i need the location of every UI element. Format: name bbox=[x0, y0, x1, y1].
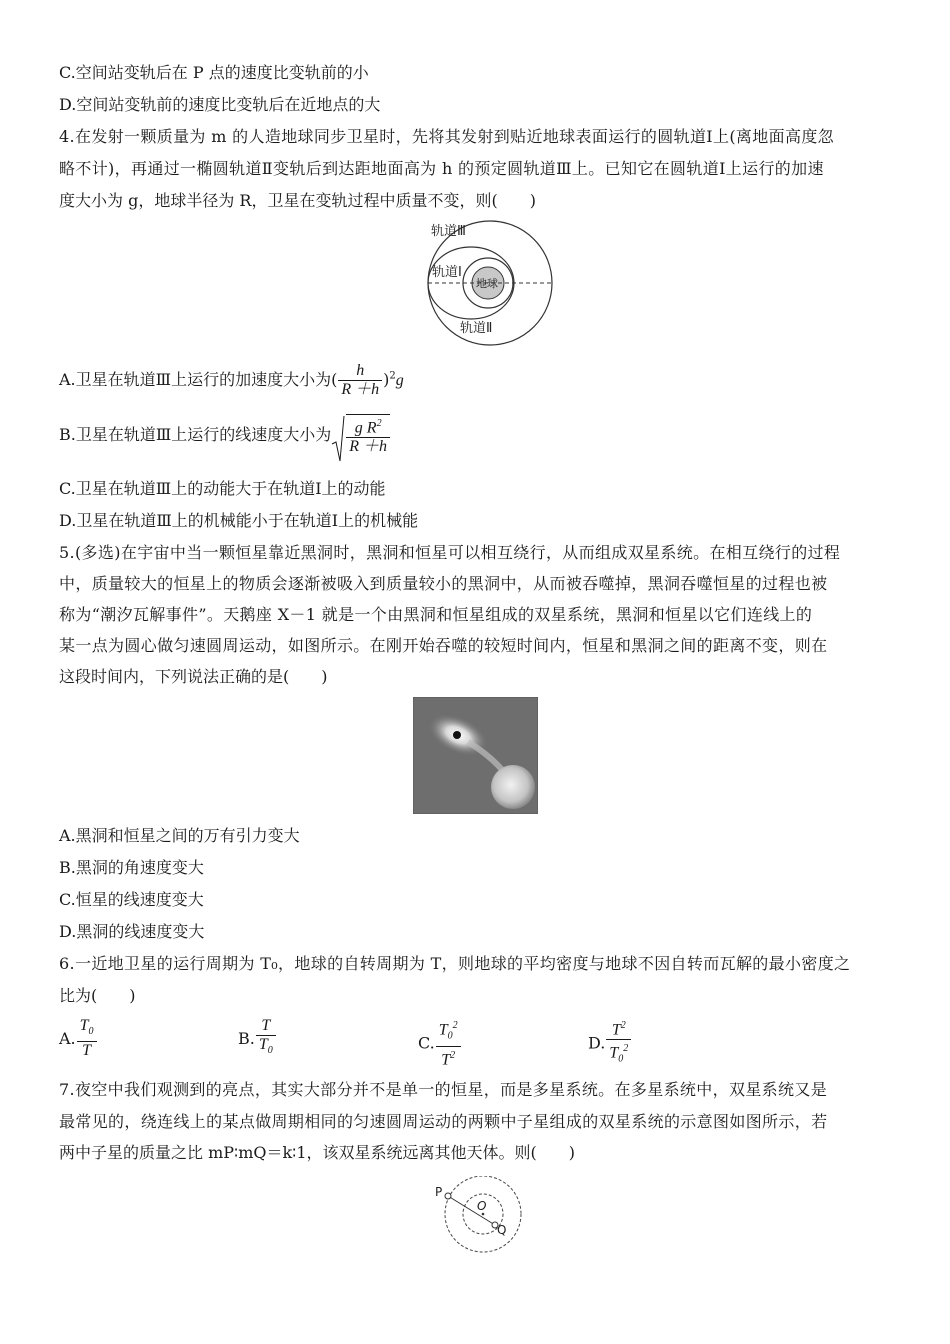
q6-stem-line2: 比为( ) bbox=[59, 986, 136, 1005]
q6-stem-line1: 6.一近地卫星的运行周期为 T₀，地球的自转周期为 T，则地球的平均密度与地球不因自转而瓦解的最小密度之 bbox=[59, 954, 851, 973]
q5-stem-line4: 某一点为圆心做匀速圆周运动，如图所示。在刚开始吞噬的较短时间内，恒星和黑洞之间的距离不变，则在 bbox=[59, 636, 828, 655]
q6-option-a-numerator bbox=[77, 1017, 97, 1041]
q5-option-d: D.黑洞的线速度变大 bbox=[59, 922, 205, 941]
q3-option-d: D.空间站变轨前的速度比变轨后在近地点的大 bbox=[59, 95, 381, 114]
star-p bbox=[445, 1193, 451, 1199]
q6-option-d-fraction bbox=[606, 1017, 631, 1069]
q6-option-a bbox=[59, 1017, 98, 1060]
q6-c-num-base: T bbox=[438, 1021, 448, 1039]
q5-stem-line1: 5.(多选)在宇宙中当一颗恒星靠近黑洞时，黑洞和恒星可以相互绕行，从而组成双星系统。在相互绕行的过程 bbox=[59, 543, 841, 562]
q6-option-c bbox=[418, 1017, 462, 1069]
q4-stem-line2: 略不计)，再通过一椭圆轨道Ⅱ变轨后到达距地面高为 h 的预定圆轨道Ⅲ上。已知它在圆轨道Ⅰ上运行的加速 bbox=[59, 159, 824, 178]
q6-d-num-base: T bbox=[611, 1021, 621, 1039]
q7-binary-star-diagram bbox=[425, 1176, 535, 1258]
q5-stem-line5: 这段时间内，下列说法正确的是( ) bbox=[59, 667, 328, 686]
q4-option-a: A.卫星在轨道Ⅲ上运行的加速度大小为( $\frac{h}{R +h}$ )$^2$g bbox=[59, 362, 404, 398]
q6-option-b-numerator: T bbox=[261, 1017, 271, 1034]
q4-option-b-sqrt bbox=[331, 414, 391, 456]
q6-option-b bbox=[238, 1017, 277, 1060]
q6-c-num-sub: 0 bbox=[447, 1030, 453, 1042]
q6-option-c-denominator bbox=[436, 1046, 461, 1069]
q4-option-b-numerator bbox=[346, 415, 390, 437]
q6-c-den-base: T bbox=[441, 1050, 451, 1068]
q4-option-b-num-exp: 2 bbox=[376, 418, 382, 429]
q4-option-a-var: g bbox=[395, 372, 404, 389]
companion-star bbox=[491, 765, 535, 809]
connecting-line bbox=[448, 1196, 495, 1225]
orbit-2-label: 轨道Ⅱ bbox=[460, 321, 493, 336]
q6-a-num-base: T bbox=[79, 1017, 89, 1034]
q6-option-c-label: C. bbox=[418, 1033, 435, 1053]
q5-black-hole-image bbox=[413, 697, 538, 814]
q7-stem-line1: 7.夜空中我们观测到的亮点，其实大部分并不是单一的恒星，而是多星系统。在多星系统中，双星系统又是 bbox=[59, 1080, 828, 1099]
orbit-1-label: 轨道Ⅰ bbox=[432, 265, 462, 280]
q6-option-c-numerator bbox=[436, 1017, 461, 1046]
q3-option-c: C.空间站变轨后在 P 点的速度比变轨前的小 bbox=[59, 63, 369, 82]
q4-stem-line3: 度大小为 g，地球半径为 R，卫星在变轨过程中质量不变，则( ) bbox=[59, 191, 536, 210]
earth-label: 地球 bbox=[476, 277, 498, 290]
q4-orbit-diagram bbox=[400, 218, 570, 348]
q6-c-den-sup: 2 bbox=[450, 1049, 456, 1061]
q4-option-a-exponent: 2 bbox=[389, 370, 396, 382]
center-o bbox=[482, 1213, 485, 1216]
q7-stem-line2: 最常见的，绕连线上的某点做周期相同的匀速圆周运动的两颗中子星组成的双星系统的示意图如图所示，若 bbox=[59, 1112, 828, 1131]
orbit-3-label: 轨道Ⅲ bbox=[431, 224, 466, 239]
q4-option-a-denominator: R ＋h bbox=[338, 380, 382, 399]
q6-c-num-sup: 2 bbox=[452, 1020, 458, 1031]
q6-b-den-base: T bbox=[258, 1036, 268, 1053]
q4-option-a-numerator: h bbox=[356, 362, 365, 379]
black-hole bbox=[453, 731, 461, 739]
q6-option-d-denominator bbox=[606, 1039, 631, 1069]
q7-stem-line3: 两中子星的质量之比 mP∶mQ＝k∶1，该双星系统远离其他天体。则( ) bbox=[59, 1143, 576, 1162]
q6-d-den-base: T bbox=[609, 1044, 619, 1062]
sqrt-sign bbox=[331, 414, 345, 464]
q6-option-b-denominator bbox=[256, 1035, 276, 1060]
q6-b-den-sub: 0 bbox=[267, 1045, 273, 1057]
q5-stem-line3: 称为“潮汐瓦解事件”。天鹅座 X－1 就是一个由黑洞和恒星组成的双星系统，黑洞和恒星以它们连线上的 bbox=[59, 605, 813, 624]
q6-option-a-fraction bbox=[77, 1017, 97, 1060]
label-p: P bbox=[435, 1185, 443, 1199]
q6-option-d bbox=[588, 1017, 632, 1069]
q6-d-num-sup: 2 bbox=[620, 1020, 626, 1031]
q6-option-b-label: B. bbox=[238, 1029, 255, 1049]
q6-a-num-sub: 0 bbox=[88, 1026, 94, 1038]
q4-option-b-text: B.卫星在轨道Ⅲ上运行的线速度大小为 bbox=[59, 425, 332, 445]
q4-option-a-text: A.卫星在轨道Ⅲ上运行的加速度大小为( bbox=[59, 370, 338, 389]
q4-option-b-fraction bbox=[346, 414, 390, 456]
q4-option-b-num-base: g R bbox=[354, 419, 377, 437]
q5-option-a: A.黑洞和恒星之间的万有引力变大 bbox=[59, 826, 300, 845]
q4-option-c: C.卫星在轨道Ⅲ上的动能大于在轨道Ⅰ上的动能 bbox=[59, 479, 386, 498]
q6-option-a-label: A. bbox=[59, 1029, 76, 1049]
q4-stem-line1: 4.在发射一颗质量为 m 的人造地球同步卫星时，先将其发射到贴近地球表面运行的圆轨道Ⅰ上(离地面高度忽 bbox=[59, 127, 835, 146]
q6-option-d-numerator bbox=[606, 1017, 631, 1039]
q4-option-a-fraction bbox=[338, 362, 382, 399]
q4-option-d: D.卫星在轨道Ⅲ上的机械能小于在轨道Ⅰ上的机械能 bbox=[59, 511, 419, 530]
q5-stem-line2: 中，质量较大的恒星上的物质会逐渐被吸入到质量较小的黑洞中，从而被吞噬掉，黑洞吞噬恒星的过程也被 bbox=[59, 574, 828, 593]
q6-option-a-denominator: T bbox=[77, 1041, 97, 1060]
q6-d-den-sup: 2 bbox=[623, 1043, 629, 1055]
label-q: Q bbox=[497, 1223, 507, 1237]
q5-option-c: C.恒星的线速度变大 bbox=[59, 890, 204, 909]
label-o: O bbox=[477, 1199, 487, 1213]
q6-option-c-fraction bbox=[436, 1017, 461, 1069]
q4-option-b-denominator: R ＋h bbox=[346, 437, 390, 456]
q5-option-b: B.黑洞的角速度变大 bbox=[59, 858, 204, 877]
q6-option-d-label: D. bbox=[588, 1033, 606, 1053]
q4-option-b bbox=[59, 414, 391, 456]
q6-d-den-sub: 0 bbox=[618, 1053, 624, 1065]
q6-option-b-fraction bbox=[256, 1017, 276, 1060]
